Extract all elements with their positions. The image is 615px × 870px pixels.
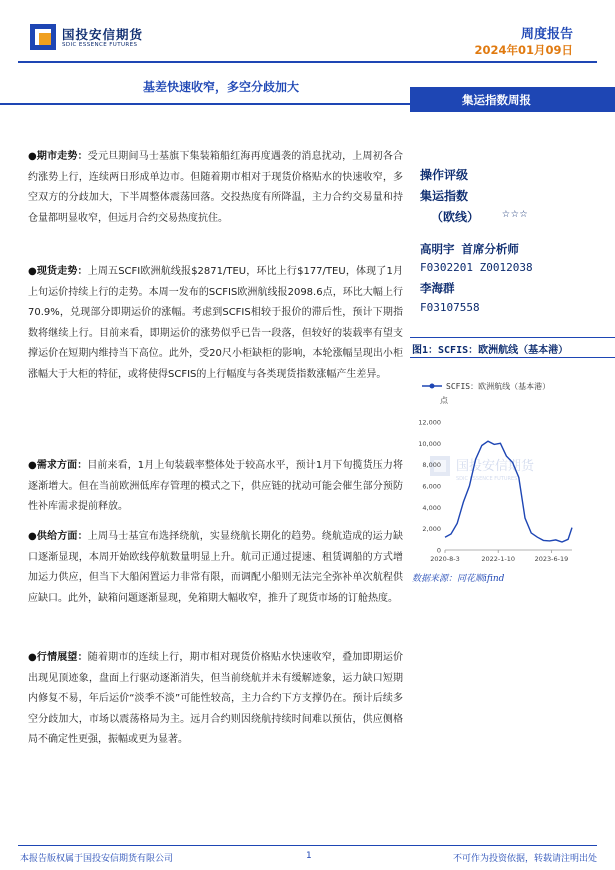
- y-tick-label: 4,000: [422, 503, 441, 512]
- report-type: 周度报告: [520, 27, 573, 42]
- y-tick-label: 8,000: [422, 461, 441, 470]
- analyst-ids: F0302201 Z0012038: [420, 261, 533, 274]
- section-label: ●需求方面：: [28, 460, 88, 471]
- footer-divider: [18, 845, 597, 846]
- chart-legend: [422, 381, 550, 391]
- series-line: [445, 441, 572, 542]
- logo-subtext: SDIC ESSENCE FUTURES: [62, 42, 138, 48]
- analyst-name: 高明宇 首席分析师: [420, 242, 519, 256]
- section-spot-trend: [28, 262, 403, 385]
- headline: 基差快速收窄，多空分歧加大: [143, 80, 300, 94]
- section-supply: [28, 527, 403, 609]
- copyright-note: 本报告版权属于国投安信期货有限公司: [20, 854, 174, 864]
- section-label: ●行情展望：: [28, 652, 88, 663]
- series-name: 集运指数周报: [462, 93, 531, 107]
- watermark-text: 国投安信期货: [456, 459, 535, 474]
- section-outlook: [28, 648, 403, 751]
- page-number: 1: [306, 851, 312, 861]
- y-tick-label: 12,000: [418, 418, 441, 427]
- section-text: 上周马士基宣布选择绕航，实显绕航长期化的趋势。绕航造成的运力缺口逐渐显现，本周开始欧线停航数量明显上升。航司正通过提速、租赁调船的方式增加运力供应，但当下大船闲置运力非常有限，而调配小船则无法完全弥补单次航程供应缺口。此外，缺箱问题逐渐显现，免箱期大幅收窄，推升了现货市场的订舱热度。: [28, 531, 404, 604]
- section-text: 受元旦期间马士基旗下集装箱船红海再度遇袭的消息扰动，上周初各合约涨势上行，连续两日形成单边市。但随着期市相对于现货价格贴水的快速收窄，多空双方的分歧加大，下半周整体震荡回落。交投热度有所降温，主力合约交易量和持仓量都明显收窄，但远月合约交易热度抗住。: [28, 151, 404, 224]
- section-text: 上周五SCFI欧洲航线报$2871/TEU，环比上行$177/TEU，体现了1月上旬运价持续上行的走势。本周一发布的SCFIS欧洲航线报2098.6点，环比大幅上行70.9%，兑现部分即期运价的涨幅。考虑到SCFIS相较于报价的滞后性，预计下期指数将继续上行。目前来看，即期运价的涨势似乎已告一段落，但较好的装载率有望支撑运价在短期内维持当下高位。此外，受20尺小柜缺柜的影响，本轮涨幅呈现出小柜涨幅大于大柜的特征，或将使得SCFIS的上行幅度与各类现货指数涨幅产生差异。: [28, 266, 403, 380]
- x-axis: [430, 550, 568, 563]
- watermark-subtext: SDIC ESSENCE FUTURES: [456, 476, 518, 482]
- x-tick-label: 2020-8-3: [430, 555, 460, 563]
- section-label: ●期市走势：: [28, 151, 88, 162]
- y-tick-label: 0: [436, 546, 441, 555]
- disclaimer-note: 不可作为投资依据，转载请注明出处: [452, 854, 597, 864]
- logo-icon: [30, 24, 56, 50]
- section-demand: [28, 456, 403, 518]
- header-divider: [18, 61, 597, 63]
- legend-label: SCFIS：欧洲航线（基本港）: [446, 382, 551, 391]
- figure-rule: [410, 337, 615, 338]
- y-axis: [418, 419, 441, 555]
- y-axis-unit: 点: [440, 396, 448, 405]
- rating-stars: ☆☆☆: [502, 206, 529, 221]
- y-tick-label: 10,000: [418, 439, 441, 448]
- rating-index: 集运指数: [420, 189, 469, 203]
- x-tick-label: 2022-1-10: [481, 555, 516, 563]
- scfis-line-chart: [410, 372, 610, 564]
- section-label: ●供给方面：: [28, 531, 88, 542]
- rating-title: 操作评级: [420, 168, 469, 182]
- x-tick-label: 2023-6-19: [534, 555, 569, 563]
- section-text: 目前来看，1月上旬装载率整体处于较高水平，预计1月下旬揽货压力将逐渐增大。但在当前欧洲低库存管理的模式之下，供应链的扰动可能会催生部分预防性补库需求提前释放。: [28, 460, 403, 512]
- report-date: 2024年01月09日: [474, 43, 573, 57]
- figure-rule: [410, 357, 615, 358]
- legend-marker: [430, 384, 435, 389]
- figure-title: 图1：SCFIS：欧洲航线（基本港）: [412, 345, 569, 356]
- y-tick-label: 2,000: [422, 525, 441, 534]
- rating-region: （欧线）: [431, 210, 480, 224]
- analyst-name: 李海群: [420, 281, 455, 295]
- section-market-trend: [28, 147, 403, 229]
- section-label: ●现货走势：: [28, 266, 88, 277]
- y-tick-label: 6,000: [422, 482, 441, 491]
- section-text: 随着期市的连续上行，期市相对现货价格贴水快速收窄，叠加即期运价出现见顶迹象，盘面上行驱动逐渐消失，但当前绕航并未有缓解迹象，运力缺口短期内修复不易，年后运价“淡季不淡”可能性较高，主力合约下方支撑仍在。预计后续多空分歧加大，市场以震荡格局为主。远月合约则因绕航持续时间难以预估，供应侧格局不确定性更强，振幅或更为显著。: [28, 652, 404, 745]
- data-source: 数据来源：同花顺ifind: [412, 574, 505, 584]
- logo-text: 国投安信期货: [62, 27, 144, 42]
- analyst-ids: F03107558: [420, 301, 480, 314]
- title-band-line: [0, 103, 410, 105]
